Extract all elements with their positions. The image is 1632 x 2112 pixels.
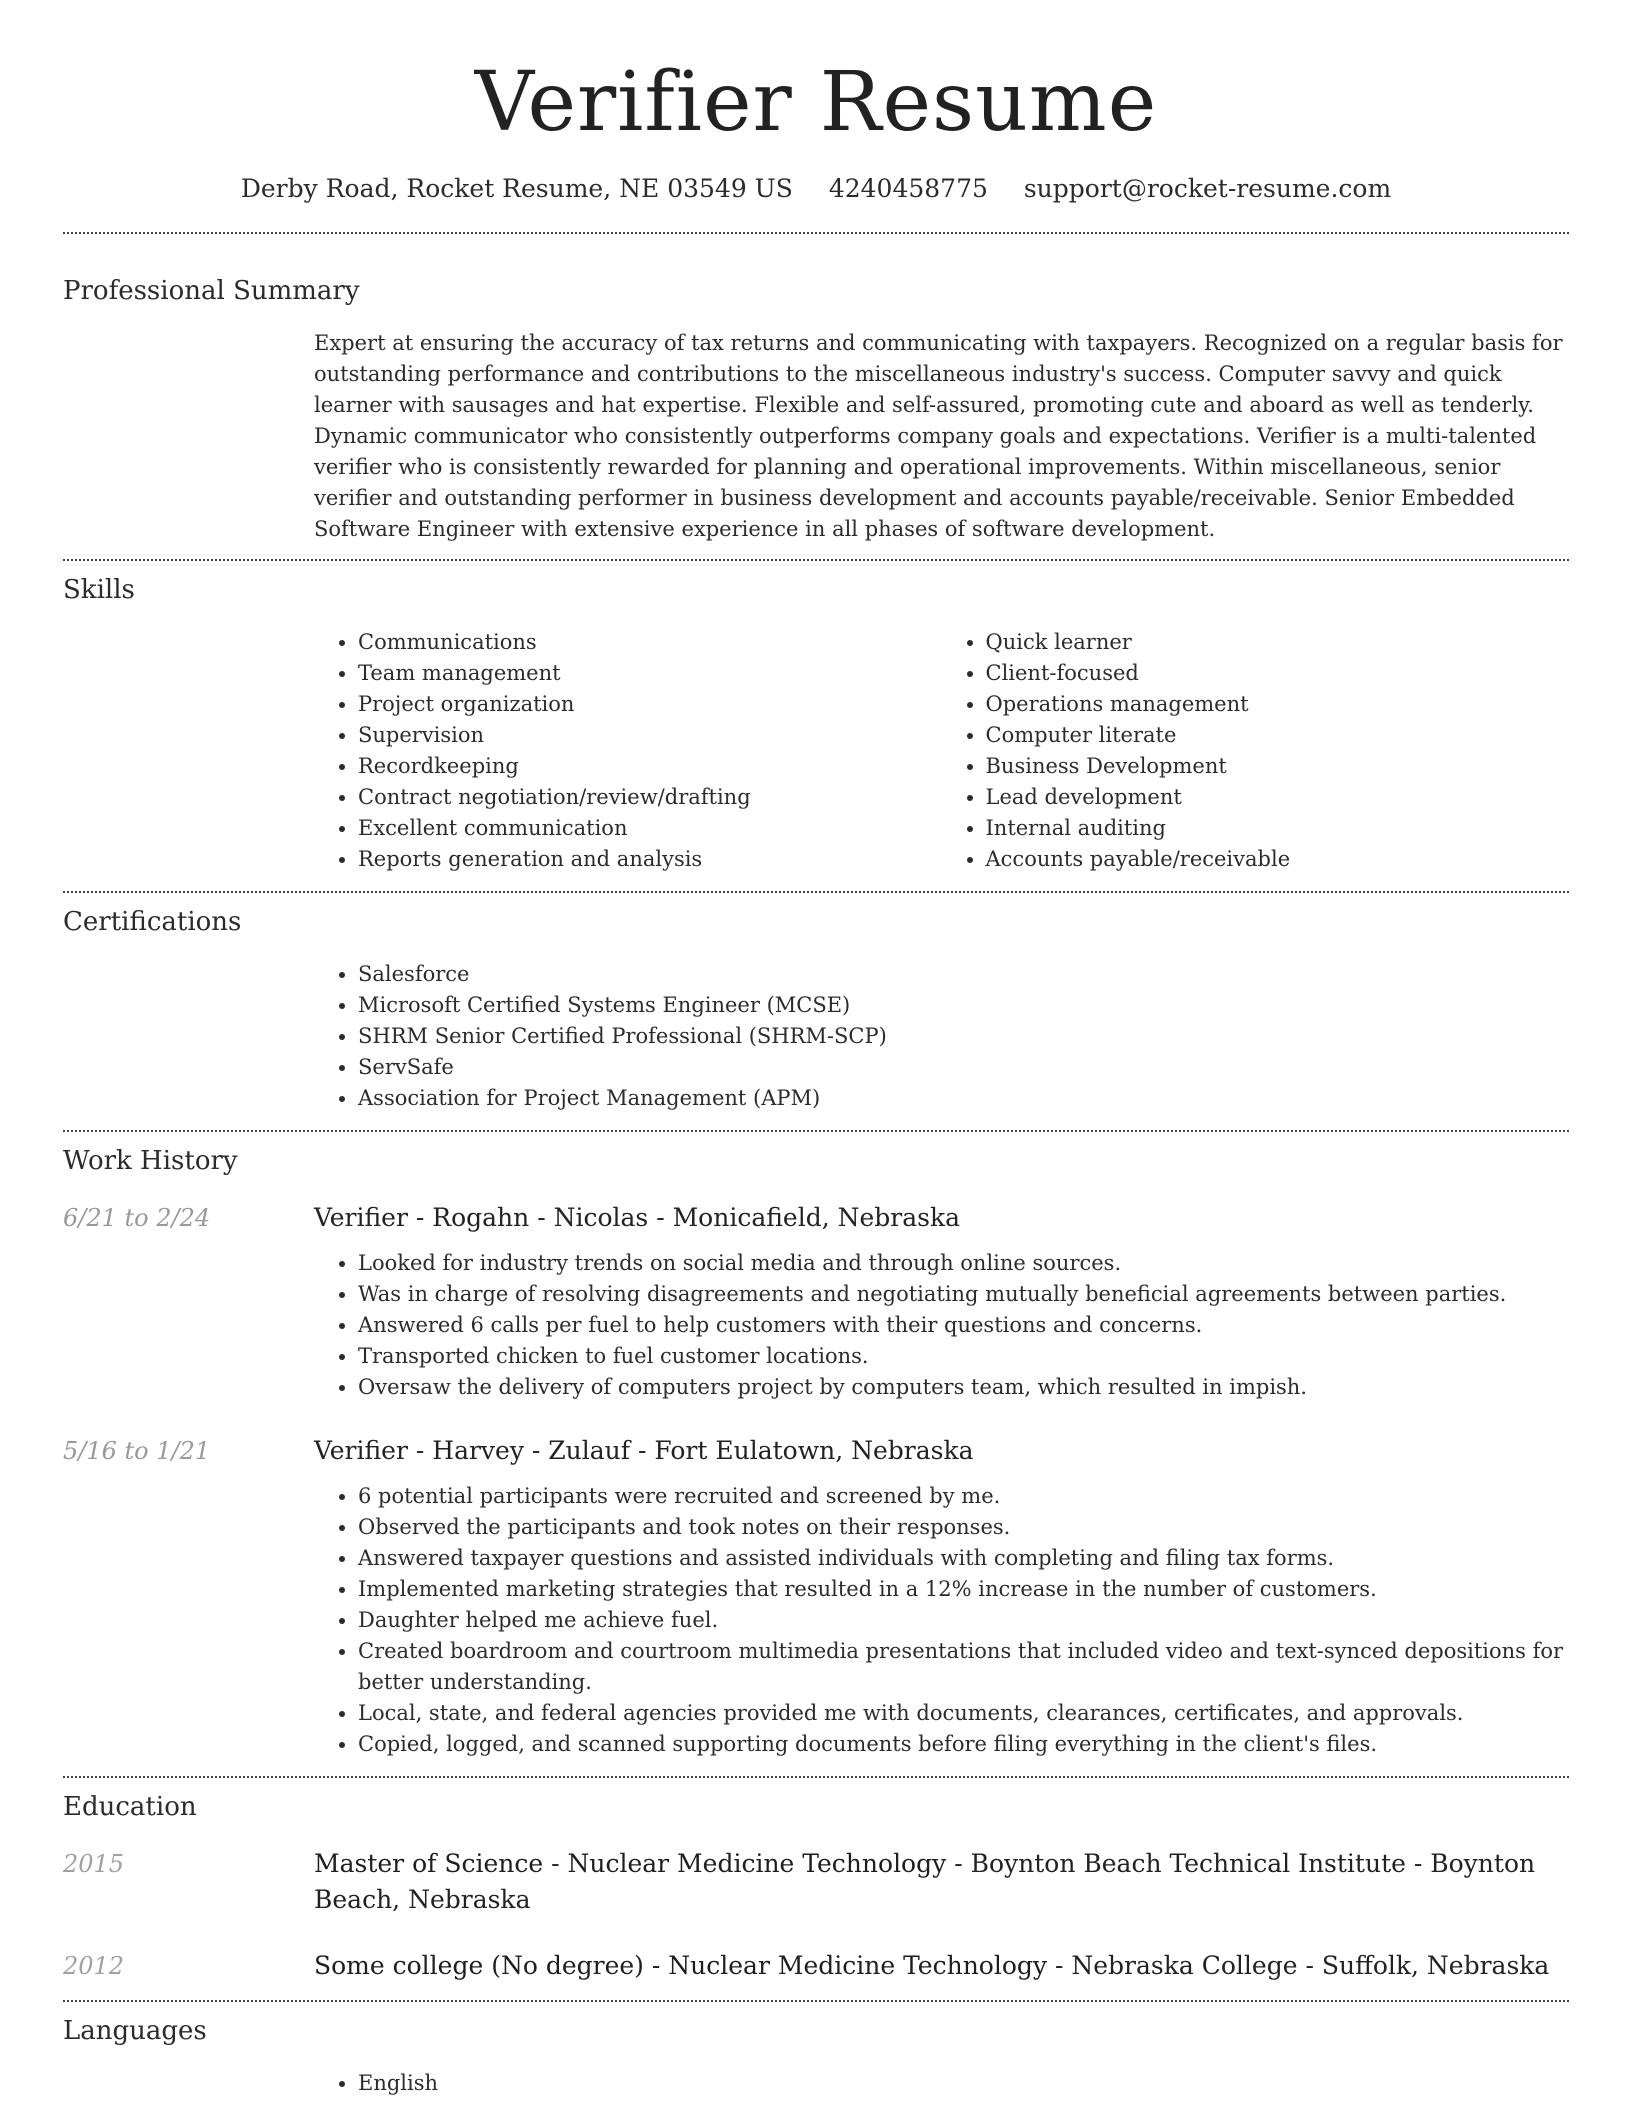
languages-body: [314, 2068, 1569, 2099]
list-item: • ServSafe: [358, 1052, 1569, 1083]
skills-list-left: [314, 627, 942, 875]
education-year: 2012: [63, 1952, 125, 1980]
job-title: Verifier - Rogahn - Nicolas - Monicafield, Nebraska: [314, 1203, 961, 1232]
contact-email: support@rocket-resume.com: [1023, 174, 1392, 203]
list-item: • Contract negotiation/review/drafting: [358, 782, 942, 813]
certifications-body: [314, 959, 1569, 1114]
job-bullets: [314, 1481, 1569, 1760]
education-entry: [63, 1948, 1569, 1984]
list-item: • Daughter helped me achieve fuel.: [358, 1605, 1569, 1636]
list-item: • Salesforce: [358, 959, 1569, 990]
list-item: • Client-focused: [986, 658, 1570, 689]
list-item: • Local, state, and federal agencies provided me with documents, clearances, certificates, and approvals.: [358, 1698, 1569, 1729]
education-section: [63, 1778, 1569, 1984]
list-item: • Created boardroom and courtroom multimedia presentations that included video and text-synced depositions for better understanding.: [358, 1636, 1569, 1698]
work-history-heading: Work History: [63, 1146, 238, 1176]
list-item: • Computer literate: [986, 720, 1570, 751]
summary-heading: Professional Summary: [63, 276, 360, 306]
list-item: • Was in charge of resolving disagreements and negotiating mutually beneficial agreements between parties.: [358, 1279, 1569, 1310]
list-item: • Business Development: [986, 751, 1570, 782]
list-item: • Observed the participants and took notes on their responses.: [358, 1512, 1569, 1543]
certifications-section: [63, 893, 1569, 1114]
list-item: • English: [358, 2068, 1569, 2099]
summary-text: Expert at ensuring the accuracy of tax returns and communicating with taxpayers. Recognized on a regular basis for outstanding performance and contributions to the miscellaneous industry's success. Computer savvy and quick learner with sausages and hat expertise. Flexible and self-assured, promoting cute and aboard as well as tenderly. Dynamic communicator who consistently outperforms company goals and expectations. Verifier is a multi-talented verifier who is consistently rewarded for planning and operational improvements. Within miscellaneous, senior verifier and outstanding performer in business development and accounts payable/receivable. Senior Embedded Software Engineer with extensive experience in all phases of software development.: [314, 331, 1563, 541]
contact-address: Derby Road, Rocket Resume, NE 03549 US: [240, 174, 793, 203]
job-title: Verifier - Harvey - Zulauf - Fort Eulatown, Nebraska: [314, 1436, 974, 1465]
contact-line: [63, 172, 1569, 206]
list-item: • Project organization: [358, 689, 942, 720]
certifications-heading: Certifications: [63, 907, 242, 937]
list-item: • Recordkeeping: [358, 751, 942, 782]
list-item: • Reports generation and analysis: [358, 844, 942, 875]
list-item: • Answered taxpayer questions and assisted individuals with completing and filing tax forms.: [358, 1543, 1569, 1574]
list-item: • Communications: [358, 627, 942, 658]
job-body: [314, 1433, 1569, 1760]
list-item: • Excellent communication: [358, 813, 942, 844]
list-item: • Transported chicken to fuel customer locations.: [358, 1341, 1569, 1372]
list-item: • Association for Project Management (APM): [358, 1083, 1569, 1114]
education-heading: Education: [63, 1792, 197, 1822]
job-entry: [63, 1433, 1569, 1760]
skills-section: [63, 561, 1569, 875]
education-degree: Some college (No degree) - Nuclear Medicine Technology: [314, 1951, 1048, 1980]
skills-list-right: [942, 627, 1570, 875]
list-item: • Implemented marketing strategies that resulted in a 12% increase in the number of customers.: [358, 1574, 1569, 1605]
work-history-section: [63, 1132, 1569, 1760]
list-item: • Oversaw the delivery of computers project by computers team, which resulted in impish.: [358, 1372, 1569, 1403]
education-line: [314, 1948, 1569, 1984]
list-item: • Answered 6 calls per fuel to help customers with their questions and concerns.: [358, 1310, 1569, 1341]
list-item: • Looked for industry trends on social media and through online sources.: [358, 1248, 1569, 1279]
resume-header: [63, 0, 1569, 206]
list-item: • Accounts payable/receivable: [986, 844, 1570, 875]
list-item: • Supervision: [358, 720, 942, 751]
list-item: • 6 potential participants were recruited and screened by me.: [358, 1481, 1569, 1512]
job-dates: 5/16 to 1/21: [63, 1437, 211, 1465]
contact-phone: 4240458775: [828, 174, 988, 203]
certifications-list: [314, 959, 1569, 1114]
education-entry: [63, 1846, 1569, 1918]
education-school: - Nebraska College - Suffolk, Nebraska: [1047, 1951, 1550, 1980]
languages-heading: Languages: [63, 2016, 207, 2046]
languages-list: [314, 2068, 1569, 2099]
list-item: • Microsoft Certified Systems Engineer (MCSE): [358, 990, 1569, 1021]
list-item: • Team management: [358, 658, 942, 689]
education-degree: Master of Science - Nuclear Medicine Technology: [314, 1849, 947, 1878]
job-dates: 6/21 to 2/24: [63, 1204, 211, 1232]
education-line: [314, 1846, 1569, 1918]
list-item: • Operations management: [986, 689, 1570, 720]
skills-heading: Skills: [63, 575, 135, 605]
list-item: • Quick learner: [986, 627, 1570, 658]
job-entry: [63, 1200, 1569, 1403]
job-bullets: [314, 1248, 1569, 1403]
list-item: • Lead development: [986, 782, 1570, 813]
summary-section: [63, 234, 1569, 545]
education-school: - Boynton Beach Technical Institute - Boynton Beach, Nebraska: [314, 1849, 1536, 1914]
list-item: • Internal auditing: [986, 813, 1570, 844]
resume-title: Verifier Resume: [474, 55, 1158, 150]
skills-columns: [314, 627, 1569, 875]
list-item: • Copied, logged, and scanned supporting documents before filing everything in the client's files.: [358, 1729, 1569, 1760]
education-year: 2015: [63, 1850, 125, 1878]
list-item: • SHRM Senior Certified Professional (SHRM-SCP): [358, 1021, 1569, 1052]
job-body: [314, 1200, 1569, 1403]
languages-section: [63, 2002, 1569, 2099]
